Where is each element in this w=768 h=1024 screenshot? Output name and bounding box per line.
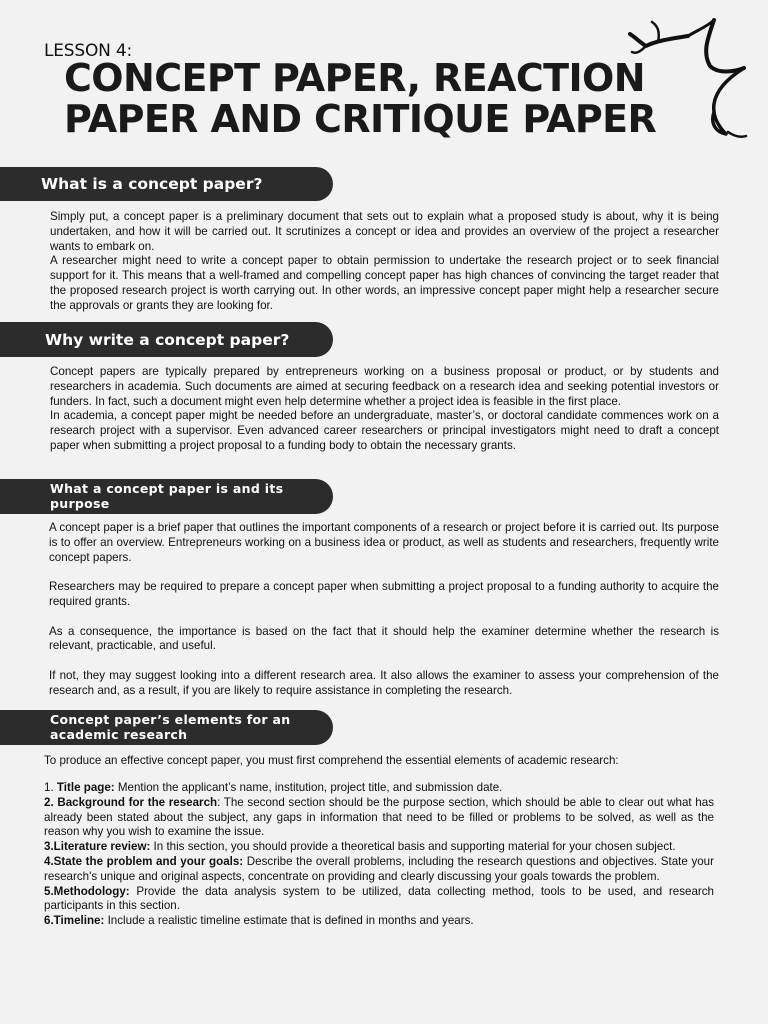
paragraph: Researchers may be required to prepare a concept paper when submitting a project proposal to a funding authority to acquire the required grants.: [49, 580, 719, 608]
elements-list: [44, 781, 714, 929]
paragraph: A concept paper is a brief paper that outlines the important components of a research or project before it is carried out. Its purpose is to offer an overview. Entrepreneurs working on a business idea or product, as well as students and researchers, frequently write concept papers.: [49, 521, 719, 564]
list-item-label: Background for the research: [57, 795, 218, 809]
list-item: 5.Methodology: Provide the data analysis system to be utilized, data collecting method, tools to be used, and research participants in this section.: [44, 884, 714, 913]
list-item-label: Title page:: [56, 781, 115, 794]
list-item-label: Literature review:: [53, 840, 151, 854]
paragraph: Simply put, a concept paper is a preliminary document that sets out to explain what a proposed study is about, why it is being undertaken, and how it will be carried out. It scrutinizes a concept or idea and provides an overview of the project a researcher wants to embark on.: [50, 210, 719, 253]
list-item-label: State the problem and your goals:: [53, 854, 244, 868]
section-body-what-is: [50, 210, 719, 314]
page-title-line-2: PAPER AND CRITIQUE PAPER: [64, 97, 657, 141]
paragraph: As a consequence, the importance is based on the fact that it should help the examiner determine whether the research is relevant, practicable, and useful.: [49, 624, 719, 653]
list-item-label: Timeline:: [53, 914, 105, 928]
brush-ornament-icon: [618, 12, 750, 142]
page-title: [64, 58, 656, 140]
list-item-label: Methodology:: [53, 884, 130, 898]
paragraph: Concept papers are typically prepared by entrepreneurs working on a business proposal or product, or by students and researchers in academia. Such documents are aimed at securing feedback on a research idea and seeking potential investors or funders. In fact, such a document might even help determine whether a project idea is feasible in the first place.: [50, 365, 719, 408]
list-item: 6.Timeline: Include a realistic timeline estimate that is defined in months and years.: [44, 914, 474, 928]
section-heading-what-is: What is a concept paper?: [0, 167, 333, 201]
paragraph: If not, they may suggest looking into a different research area. It also allows the examiner to assess your comprehension of the research and, as a result, if you are likely to require assistance in completing the research.: [49, 668, 719, 697]
section-heading-elements: Concept paper’s elements for an academic research: [0, 710, 333, 745]
list-item: 3.Literature review: In this section, you should provide a theoretical basis and supporting material for your chosen subject.: [44, 840, 676, 854]
paragraph: In academia, a concept paper might be needed before an undergraduate, master’s, or doctoral candidate commences work on a research project with a supervisor. Even advanced career researchers or principal investigators might need to draft a concept paper when submitting a project proposal to a funding body to obtain the necessary grants.: [50, 409, 719, 452]
section-body-purpose: [49, 521, 719, 699]
section-heading-purpose: What a concept paper is and its purpose: [0, 479, 333, 514]
list-item: 2. Background for the research: The second section should be the purpose section, which should be able to clear out what has already been stated about the subject, any gaps in information that need to be filled or problems to be solved, as well as the reason why you wish to examine the issue.: [44, 795, 714, 839]
page-title-line-1: CONCEPT PAPER, REACTION: [64, 56, 645, 100]
section-body-why-write: [50, 365, 719, 454]
lesson-label: LESSON 4:: [44, 41, 133, 61]
section-heading-why-write: Why write a concept paper?: [0, 322, 333, 357]
list-item: 1. Title page: Mention the applicant’s name, institution, project title, and submission date.: [44, 781, 503, 794]
list-item: 4.State the problem and your goals: Describe the overall problems, including the research questions and objectives. State your research's unique and original aspects, concentrate on providing and clearly discussing your goals towards the problem.: [44, 854, 714, 883]
section-intro-elements: To produce an effective concept paper, you must first comprehend the essential elements of academic research:: [44, 754, 619, 767]
paragraph: A researcher might need to write a concept paper to obtain permission to undertake the research project or to seek financial support for it. This means that a well-framed and compelling concept paper has high chances of convincing the target reader that the proposed research project is worth carrying out. In other words, an impressive concept paper might help a researcher secure the approvals or grants they are looking for.: [50, 254, 719, 312]
